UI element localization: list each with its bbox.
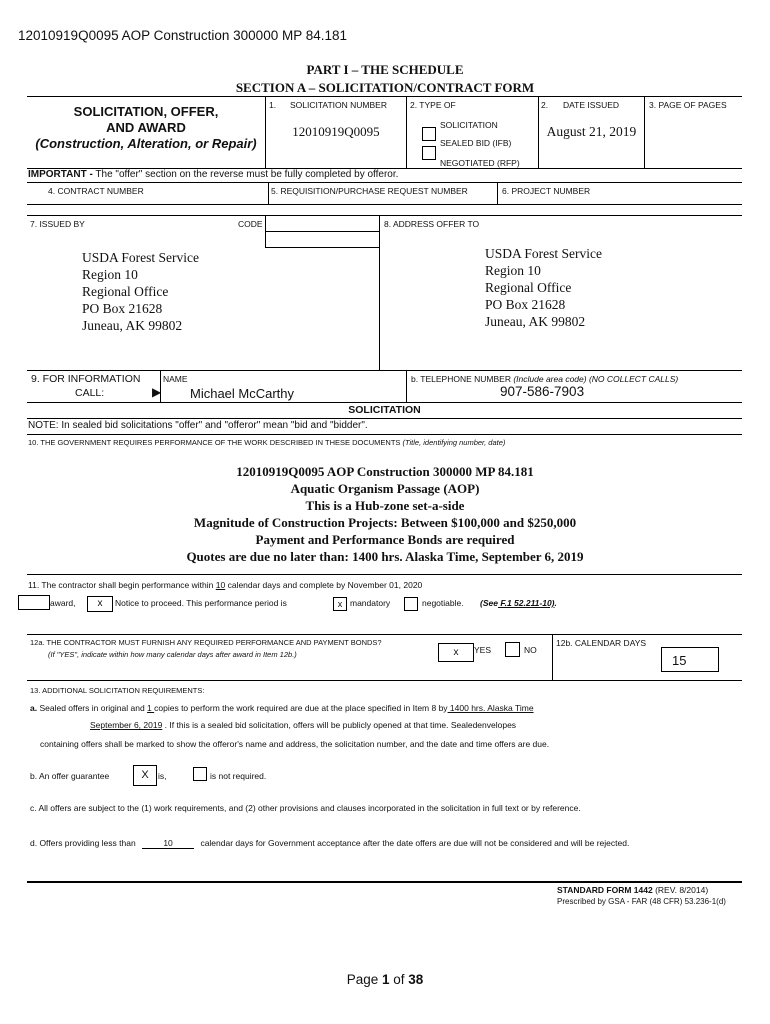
- form-title-line2: AND AWARD: [106, 120, 186, 135]
- sealed-bid-label: SEALED BID (IFB): [440, 138, 512, 148]
- address-offer-line: Juneau, AK 99802: [485, 314, 586, 329]
- negotiable-checkbox[interactable]: [404, 597, 418, 611]
- item13-label: 13. ADDITIONAL SOLICITATION REQUIREMENTS:: [30, 686, 205, 695]
- bonds-no-checkbox[interactable]: [505, 642, 520, 657]
- arrow-icon: ▶: [152, 385, 162, 399]
- award-label: award,: [50, 598, 76, 608]
- page-number: [0, 972, 770, 987]
- calendar-days-value[interactable]: 15: [661, 647, 719, 672]
- negotiated-label: NEGOTIATED (RFP): [440, 158, 520, 168]
- notice-to-proceed-checkbox[interactable]: x: [87, 596, 113, 612]
- issued-by-line: Juneau, AK 99802: [82, 318, 183, 333]
- see-reference-link: F.1 52.211-10): [497, 598, 555, 608]
- address-offer-to-label: 8. ADDRESS OFFER TO: [384, 219, 480, 229]
- item13d-days: 10: [142, 838, 194, 849]
- form-title-line3: (Construction, Alteration, or Repair): [35, 136, 257, 151]
- item10-label-a: 10. THE GOVERNMENT REQUIRES PERFORMANCE OF THE WORK DESCRIBED IN THESE DOCUMENTS: [28, 438, 403, 447]
- field1-label: SOLICITATION NUMBER: [290, 100, 387, 110]
- issued-by-address: [82, 249, 199, 334]
- page-total: 38: [408, 972, 424, 987]
- bonds-yes-checkbox[interactable]: x: [438, 643, 474, 662]
- offer-guarantee-label: b. An offer guarantee: [30, 771, 110, 781]
- type-solicitation-label: SOLICITATION: [440, 120, 498, 130]
- see-reference-post: .: [554, 598, 557, 608]
- page-current: 1: [381, 972, 390, 987]
- item13d-line: [30, 838, 629, 849]
- guarantee-not-required-label: is not required.: [210, 771, 267, 781]
- document-header: 12010919Q0095 AOP Construction 300000 MP 84.181: [18, 28, 348, 43]
- item12a-label: 12a. THE CONTRACTOR MUST FURNISH ANY REQUIRED PERFORMANCE AND PAYMENT BONDS?: [30, 638, 382, 647]
- negotiable-label: negotiable.: [422, 598, 464, 608]
- contact-name-value: Michael McCarthy: [190, 386, 295, 401]
- standard-form-label: [557, 885, 708, 895]
- project-line: 12010919Q0095 AOP Construction 300000 MP 84.181: [236, 464, 534, 479]
- standard-form-rev: (REV. 8/2014): [652, 885, 709, 895]
- issued-by-line: Regional Office: [82, 284, 169, 299]
- standard-form-bold: STANDARD FORM 1442: [557, 885, 653, 895]
- important-notice: [28, 169, 398, 180]
- issued-by-line: USDA Forest Service: [82, 250, 199, 265]
- see-reference: [480, 598, 557, 608]
- item13d-post: calendar days for Government acceptance after the date offers are due will not be considered and will be rejected.: [200, 838, 630, 848]
- item13d-pre: d. Offers providing less than: [30, 838, 136, 848]
- date-field-number: 2.: [541, 100, 549, 110]
- item13a-line3: containing offers shall be marked to show the offeror's name and address, the solicitation number, and the date and time offers are due.: [40, 739, 550, 749]
- item12a-note: (If "YES", indicate within how many calendar days after award in Item 12b.): [48, 650, 297, 659]
- issued-by-line: PO Box 21628: [82, 301, 163, 316]
- page-pre: Page: [346, 972, 382, 987]
- issued-by-label: 7. ISSUED BY: [30, 219, 85, 229]
- prescribed-by: Prescribed by GSA - FAR (48 CFR) 53.236-1(d): [557, 897, 726, 906]
- guarantee-not-required-checkbox[interactable]: [193, 767, 207, 781]
- award-checkbox[interactable]: [18, 595, 50, 610]
- project-number-label: 6. PROJECT NUMBER: [502, 186, 591, 196]
- important-bold: IMPORTANT -: [28, 169, 93, 180]
- address-offer-line: USDA Forest Service: [485, 246, 602, 261]
- info-call-label-2: CALL:: [75, 387, 105, 399]
- section-title: SECTION A – SOLICITATION/CONTRACT FORM: [235, 80, 535, 95]
- sealed-bid-note: NOTE: In sealed bid solicitations "offer" and "offeror" mean "bid and "bidder".: [28, 420, 368, 431]
- item13a-date: September 6, 2019: [90, 720, 163, 730]
- date-issued-value: August 21, 2019: [546, 124, 637, 139]
- part-title: PART I – THE SCHEDULE: [306, 62, 464, 77]
- item13a-text1: Sealed offers in original and: [37, 703, 148, 713]
- project-line: Payment and Performance Bonds are required: [255, 532, 515, 547]
- item13a-text3: . If this is a sealed bid solicitation, offers will be publicly opened at that time. Sealedenvelopes: [162, 720, 517, 730]
- project-description: [0, 463, 770, 565]
- notice-to-proceed-label: Notice to proceed. This performance period is: [115, 598, 287, 608]
- project-line: Aquatic Organism Passage (AOP): [290, 481, 480, 496]
- guarantee-is-label: is,: [158, 771, 167, 781]
- item11-pre: 11. The contractor shall begin performance within: [28, 580, 214, 590]
- calendar-days-label: 12b. CALENDAR DAYS: [556, 638, 647, 648]
- item13a-letter: a.: [30, 703, 38, 713]
- mandatory-checkbox[interactable]: x: [333, 597, 347, 611]
- address-offer-to: [485, 245, 602, 330]
- important-text: The "offer" section on the reverse must be fully completed by offeror.: [95, 169, 399, 180]
- bonds-yes-label: YES: [474, 645, 492, 655]
- item13a-time: 1400 hrs. Alaska Time: [447, 703, 534, 713]
- item11-days: 10: [215, 580, 226, 590]
- date-issued-label: DATE ISSUED: [563, 100, 620, 110]
- requisition-number-label: 5. REQUISITION/PURCHASE REQUEST NUMBER: [271, 186, 468, 196]
- item13c-text: c. All offers are subject to the (1) work requirements, and (2) other provisions and clauses incorporated in the solicitation in full text or by reference.: [30, 803, 581, 813]
- name-label: NAME: [163, 374, 188, 384]
- solicitation-number-value: 12010919Q0095: [292, 124, 380, 139]
- item11-line1: [28, 580, 422, 590]
- item13a-line1: [30, 703, 534, 713]
- project-line: Magnitude of Construction Projects: Between $100,000 and $250,000: [193, 515, 577, 530]
- sealed-bid-checkbox[interactable]: [422, 127, 436, 141]
- telephone-label-b: (Include area code) (NO COLLECT CALLS): [513, 374, 679, 384]
- mandatory-label: mandatory: [350, 598, 391, 608]
- guarantee-is-checkbox[interactable]: X: [133, 765, 157, 786]
- item13a-copies: 1: [147, 703, 155, 713]
- item13a-text2: copies to perform the work required are due at the place specified in Item 8 by: [154, 703, 448, 713]
- item13a-line2: [90, 720, 516, 730]
- issued-by-line: Region 10: [82, 267, 138, 282]
- negotiated-checkbox[interactable]: [422, 146, 436, 160]
- project-line: Quotes are due no later than: 1400 hrs. Alaska Time, September 6, 2019: [186, 549, 584, 564]
- contract-number-label: 4. CONTRACT NUMBER: [48, 186, 144, 196]
- address-offer-line: Regional Office: [485, 280, 572, 295]
- telephone-label: [411, 374, 678, 384]
- form-title-line1: SOLICITATION, OFFER,: [73, 104, 219, 119]
- item10-label-b: (Title, identifying number, date): [402, 438, 506, 447]
- address-offer-line: Region 10: [485, 263, 541, 278]
- page-of-pages-label: 3. PAGE OF PAGES: [649, 100, 727, 110]
- bonds-no-label: NO: [524, 645, 537, 655]
- form-title: [27, 104, 265, 152]
- field2-label: 2. TYPE OF: [410, 100, 456, 110]
- address-offer-line: PO Box 21628: [485, 297, 566, 312]
- solicitation-heading: SOLICITATION: [348, 404, 421, 416]
- code-label: CODE: [238, 219, 263, 229]
- project-line: This is a Hub-zone set-a-side: [305, 498, 465, 513]
- telephone-label-a: b. TELEPHONE NUMBER: [411, 374, 514, 384]
- telephone-value: 907-586-7903: [500, 384, 585, 399]
- field1-number: 1.: [269, 100, 277, 110]
- item11-mid: calendar days and complete by November 01, 2020: [227, 580, 423, 590]
- item10-label: [28, 438, 505, 447]
- page-of: of: [389, 972, 409, 987]
- see-reference-pre: (See: [480, 598, 498, 608]
- info-call-label-1: 9. FOR INFORMATION: [31, 373, 141, 385]
